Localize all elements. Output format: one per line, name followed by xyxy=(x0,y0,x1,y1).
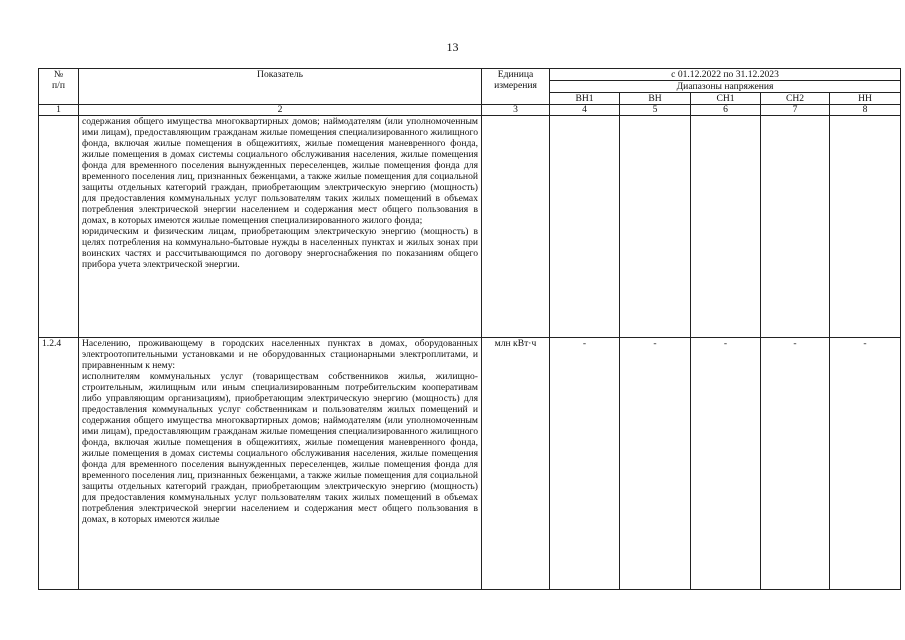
value-cell: - xyxy=(761,338,830,590)
column-number: 1 xyxy=(39,105,79,116)
unit-cell xyxy=(482,116,550,338)
table-row xyxy=(39,116,901,338)
value-cell xyxy=(550,116,620,338)
indicator-paragraph: юридическим и физическим лицам, приобретающим электрическую энергию (мощность) в целях потребления на коммунально-бытовые нужды в населенных пунктах и жилых зонах при воинских частях и рассчитывающимся по договору энергоснабжения по показаниям общего прибора учета электрической энергии. xyxy=(82,226,478,270)
column-number: 2 xyxy=(79,105,482,116)
indicator-text xyxy=(79,116,482,338)
header-col-indicator: Показатель xyxy=(79,69,482,105)
value-cell: - xyxy=(691,338,761,590)
row-number: 1.2.4 xyxy=(39,338,79,590)
value-cell xyxy=(830,116,901,338)
column-number: 4 xyxy=(550,105,620,116)
header-voltage-level: СН2 xyxy=(761,93,830,105)
header-period: с 01.12.2022 по 31.12.2023 xyxy=(550,69,901,81)
column-number: 6 xyxy=(691,105,761,116)
header-voltage-level: НН xyxy=(830,93,901,105)
value-cell: - xyxy=(620,338,691,590)
header-col-no: № п/п xyxy=(39,69,79,105)
header-col-unit: Единица измерения xyxy=(482,69,550,105)
page-number: 13 xyxy=(446,40,459,54)
column-number: 3 xyxy=(482,105,550,116)
indicator-paragraph: Населению, проживающему в городских населенных пунктах в домах, оборудованных электроотопительными установками и не оборудованных стационарными электроплитами, и приравненным к нему: xyxy=(82,338,478,371)
row-number xyxy=(39,116,79,338)
column-number: 7 xyxy=(761,105,830,116)
indicator-paragraph: содержания общего имущества многоквартирных домов; наймодателям (или уполномоченным ими лицам), предоставляющим гражданам жилые помещения специализированного жилищного фонда, включая жилые помещения в общежитиях, жилые помещения маневренного фонда, жилые помещения в домах системы социального обслуживания населения, жилые помещения фонда для временного поселения вынужденных переселенцев, жилые помещения фонда для временного поселения лиц, признанных беженцами, а также жилые помещения для социальной защиты отдельных категорий граждан, приобретающим электрическую энергию (мощность) для предоставления коммунальных услуг пользователям таких жилых помещений в объемах потребления электрической энергии населением и содержания мест общего пользования в домах, в которых имеются жилые помещения специализированного жилого фонда; xyxy=(82,116,478,226)
column-number-row xyxy=(39,105,901,116)
header-row-period xyxy=(39,69,901,81)
column-number: 5 xyxy=(620,105,691,116)
value-cell xyxy=(620,116,691,338)
header-voltage-level: СН1 xyxy=(691,93,761,105)
column-number: 8 xyxy=(830,105,901,116)
header-voltage-ranges: Диапазоны напряжения xyxy=(550,81,901,93)
value-cell: - xyxy=(550,338,620,590)
value-cell: - xyxy=(830,338,901,590)
header-voltage-level: ВН xyxy=(620,93,691,105)
unit-cell: млн кВт·ч xyxy=(482,338,550,590)
indicator-table xyxy=(38,68,901,590)
indicator-paragraph: исполнителям коммунальных услуг (товариществам собственников жилья, жилищно-строительным, жилищным или иным специализированным потребительским кооперативам либо управляющим организациям), приобретающим электрическую энергию (мощность) для предоставления коммунальных услуг собственникам и пользователям жилых помещений и содержания общего имущества многоквартирных домов; наймодателям (или уполномоченным ими лицам), предоставляющим гражданам жилые помещения специализированного жилищного фонда, включая жилые помещения в общежитиях, жилые помещения маневренного фонда, жилые помещения в домах системы социального обслуживания населения, жилые помещения фонда для временного поселения вынужденных переселенцев, жилые помещения фонда для временного поселения лиц, признанных беженцами, а также жилые помещения для социальной защиты отдельных категорий граждан, приобретающим электрическую энергию (мощность) для предоставления коммунальных услуг пользователям таких жилых помещений в объемах потребления электрической энергии населением и содержания мест общего пользования в домах, в которых имеются жилые xyxy=(82,371,478,525)
header-voltage-level: ВН1 xyxy=(550,93,620,105)
value-cell xyxy=(691,116,761,338)
table-row xyxy=(39,338,901,590)
value-cell xyxy=(761,116,830,338)
indicator-text xyxy=(79,338,482,590)
